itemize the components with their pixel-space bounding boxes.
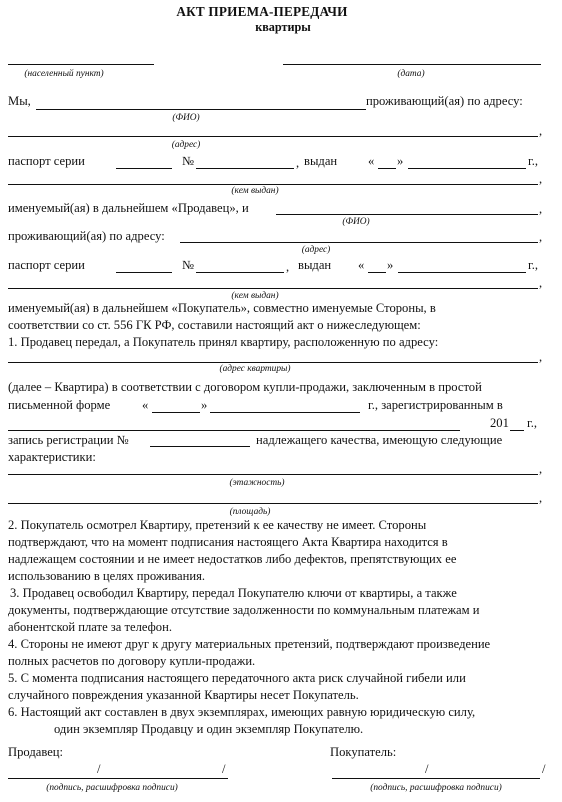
seller-address-blank: [8, 136, 538, 137]
seller-role-line: именуемый(ая) в дальнейшем «Продавец», и: [8, 201, 249, 215]
passport-series-blank: [116, 168, 172, 169]
address-caption-2: (адрес): [301, 245, 331, 255]
buyer-paragraph-line-2: соответствии со ст. 556 ГК РФ, составили настоящий акт о нижеследующем:: [8, 318, 421, 332]
registration-record: запись регистрации №: [8, 433, 129, 447]
floors-blank: [8, 474, 538, 475]
seller-signature-blank: [8, 778, 228, 779]
item-2-line-3: надлежащем состоянии и не имеет недостатков либо дефектов, препятствующих ее: [8, 552, 457, 566]
item-2-line-1: 2. Покупатель осмотрел Квартиру, претензий к ее качеству не имеет. Стороны: [8, 518, 427, 532]
floors-caption: (этажность): [229, 478, 285, 488]
item-3-line-2: документы, подтверждающие отсутствие задолженности по коммунальным платежам и: [8, 603, 480, 617]
address-caption: (адрес): [171, 140, 201, 150]
buyer-paragraph-line-1: именуемый(ая) в дальнейшем «Покупатель», совместно именуемые Стороны, в: [8, 301, 436, 315]
item-1: 1. Продавец передал, а Покупатель принял квартиру, расположенную по адресу:: [8, 335, 439, 349]
item-6-line-2: один экземпляр Продавцу и один экземпляр Покупателю.: [54, 722, 364, 736]
buyer-address-blank: [180, 242, 538, 243]
item-2-line-4: использованию в целях проживания.: [8, 569, 206, 583]
characteristics-label: характеристики:: [8, 450, 96, 464]
seller-name-blank: [36, 109, 366, 110]
area-caption: (площадь): [229, 507, 271, 517]
date-caption: (дата): [397, 69, 425, 79]
issued-by-caption-2: (кем выдан): [231, 291, 279, 301]
item-6-line-1: 6. Настоящий акт составлен в двух экземплярах, имеющих равную юридическую силу,: [8, 705, 476, 719]
registrar-blank: [8, 430, 460, 431]
passport-label-2: паспорт серии: [8, 258, 85, 272]
residing-label: проживающий(ая) по адресу:: [366, 94, 523, 108]
item-5-line-2: случайного повреждения указанной Квартиры несет Покупатель.: [8, 688, 359, 702]
passport-number-blank: [196, 168, 294, 169]
page-subtitle: квартиры: [255, 20, 311, 34]
item-4-line-2: полных расчетов по договору купли-продажи.: [8, 654, 256, 668]
item-5-line-1: 5. С момента подписания настоящего передаточного акта риск случайной гибели или: [8, 671, 466, 685]
registration-number-blank: [150, 446, 250, 447]
issued-label: выдан: [304, 154, 338, 168]
residing-prefix: проживающий(ая) по адресу:: [8, 229, 165, 243]
item-4-line-1: 4. Стороны не имеют друг к другу материальных претензий, подтверждают произведение: [8, 637, 491, 651]
area-blank: [8, 503, 538, 504]
we-label: Мы,: [8, 94, 31, 108]
item-2-line-2: подтверждают, что на момент подписания настоящего Акта Квартира находится в: [8, 535, 448, 549]
item-3-line-1: 3. Продавец освободил Квартиру, передал Покупателю ключи от квартиры, а также: [10, 586, 457, 600]
seller-signature-caption: (подпись, расшифровка подписи): [46, 783, 178, 793]
item-3-line-3: абонентской плате за телефон.: [8, 620, 172, 634]
passport-label: паспорт серии: [8, 154, 85, 168]
page-title: АКТ ПРИЕМА-ПЕРЕДАЧИ: [176, 4, 348, 19]
place-blank: [8, 64, 154, 65]
issued-by-blank: [8, 184, 538, 185]
number-sign: №: [182, 154, 195, 168]
fio-caption-2: (ФИО): [342, 217, 370, 227]
apartment-address-blank: [8, 362, 538, 363]
contract-line-1: (далее – Квартира) в соответствии с договором купли-продажи, заключенным в простой: [8, 380, 482, 394]
date-blank: [283, 64, 541, 65]
buyer-name-blank: [276, 214, 538, 215]
buyer-signature-label: Покупатель:: [330, 745, 397, 759]
seller-signature-label: Продавец:: [8, 745, 64, 759]
place-caption: (населенный пункт): [24, 69, 104, 79]
apartment-address-caption: (адрес квартиры): [219, 364, 291, 374]
buyer-signature-caption: (подпись, расшифровка подписи): [370, 783, 502, 793]
buyer-signature-blank: [332, 778, 540, 779]
contract-line-2: письменной форме: [8, 398, 111, 412]
fio-caption: (ФИО): [172, 113, 200, 123]
issued-by-caption: (кем выдан): [231, 186, 279, 196]
